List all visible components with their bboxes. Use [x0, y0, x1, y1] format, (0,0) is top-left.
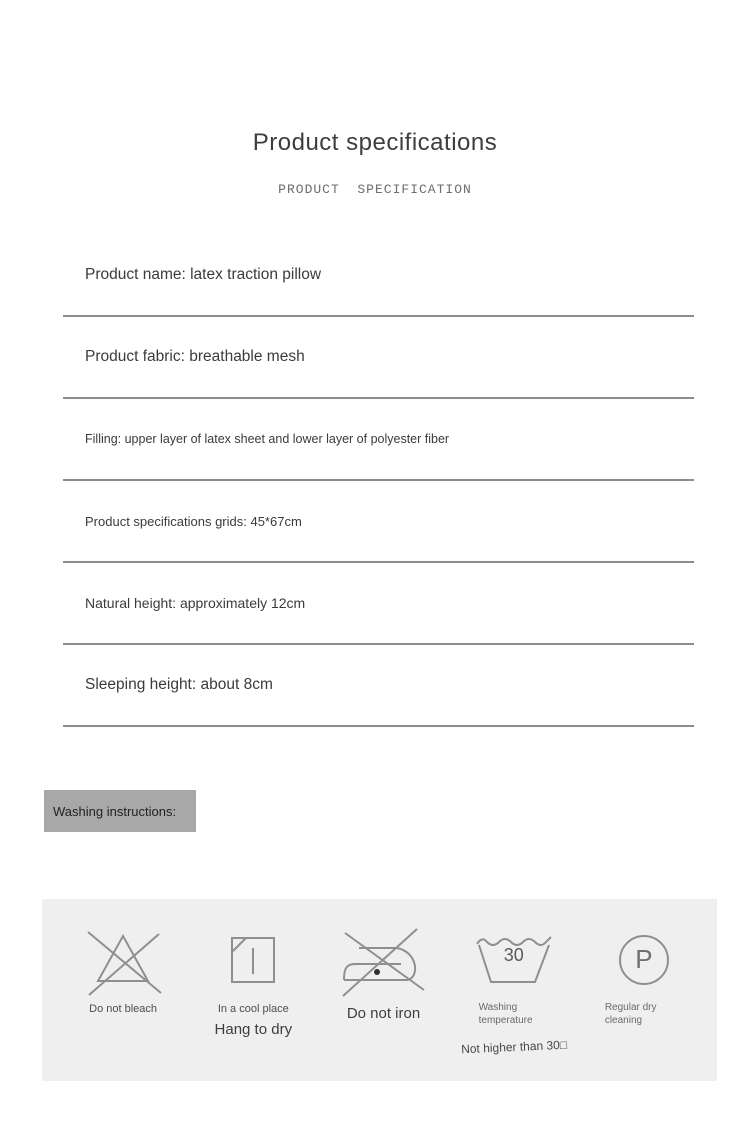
hang-to-dry-icon	[229, 934, 277, 986]
care-item-do-not-iron	[318, 921, 448, 1081]
spec-row-label: Product name: latex traction pillow	[85, 266, 322, 283]
icon-box	[58, 921, 188, 999]
wash-temperature-value: 30	[503, 945, 524, 965]
care-item-do-not-bleach	[58, 921, 188, 1081]
spec-row-label: Product specifications grids: 45*67cm	[85, 513, 302, 529]
care-item-washing-temperature	[449, 921, 579, 1081]
care-label: Do not iron	[346, 1005, 421, 1022]
spec-list	[63, 235, 694, 727]
care-item-dry-cleaning	[579, 921, 709, 1081]
care-label-line: cleaning	[604, 1015, 643, 1026]
care-item-hang-to-dry	[188, 921, 318, 1081]
spec-row-grids	[63, 481, 694, 563]
care-symbols-panel	[42, 899, 717, 1081]
spec-row-filling	[63, 399, 694, 481]
spec-row-label: Filling: upper layer of latex sheet and lower layer of polyester fiber	[85, 432, 450, 446]
icon-box	[449, 921, 579, 999]
care-label-line: Washing	[478, 1002, 518, 1013]
dry-cleaning-icon	[619, 935, 669, 985]
do-not-iron-icon	[340, 923, 428, 997]
dry-clean-letter: P	[635, 943, 653, 974]
spec-row-label: Product fabric: breathable mesh	[85, 348, 305, 365]
spec-row-product-name	[63, 235, 694, 317]
care-label-line: temperature	[478, 1015, 533, 1026]
icon-box	[318, 921, 448, 999]
care-label: Do not bleach	[89, 1003, 158, 1015]
washing-instructions-heading	[44, 790, 196, 832]
care-label: Hang to dry	[214, 1021, 293, 1038]
care-label: In a cool place	[217, 1003, 289, 1015]
spec-row-product-fabric	[63, 317, 694, 399]
temperature-note: Not higher than 30□	[460, 1037, 567, 1057]
spec-row-label: Natural height: approximately 12cm	[85, 595, 306, 611]
spec-row-label: Sleeping height: about 8cm	[85, 676, 273, 693]
care-label	[449, 1001, 579, 1027]
page-subtitle: PRODUCT SPECIFICATION	[278, 182, 472, 197]
care-label-line: Regular dry	[604, 1002, 657, 1013]
icon-box	[579, 921, 709, 999]
wash-tub-wrap	[474, 933, 554, 987]
spec-row-natural-height	[63, 563, 694, 645]
do-not-bleach-icon	[78, 923, 168, 997]
spec-row-sleeping-height	[63, 645, 694, 727]
icon-box	[188, 921, 318, 999]
washing-instructions-text: Washing instructions:	[53, 803, 177, 819]
care-label	[579, 1001, 709, 1027]
page-title: Product specifications	[252, 129, 498, 156]
